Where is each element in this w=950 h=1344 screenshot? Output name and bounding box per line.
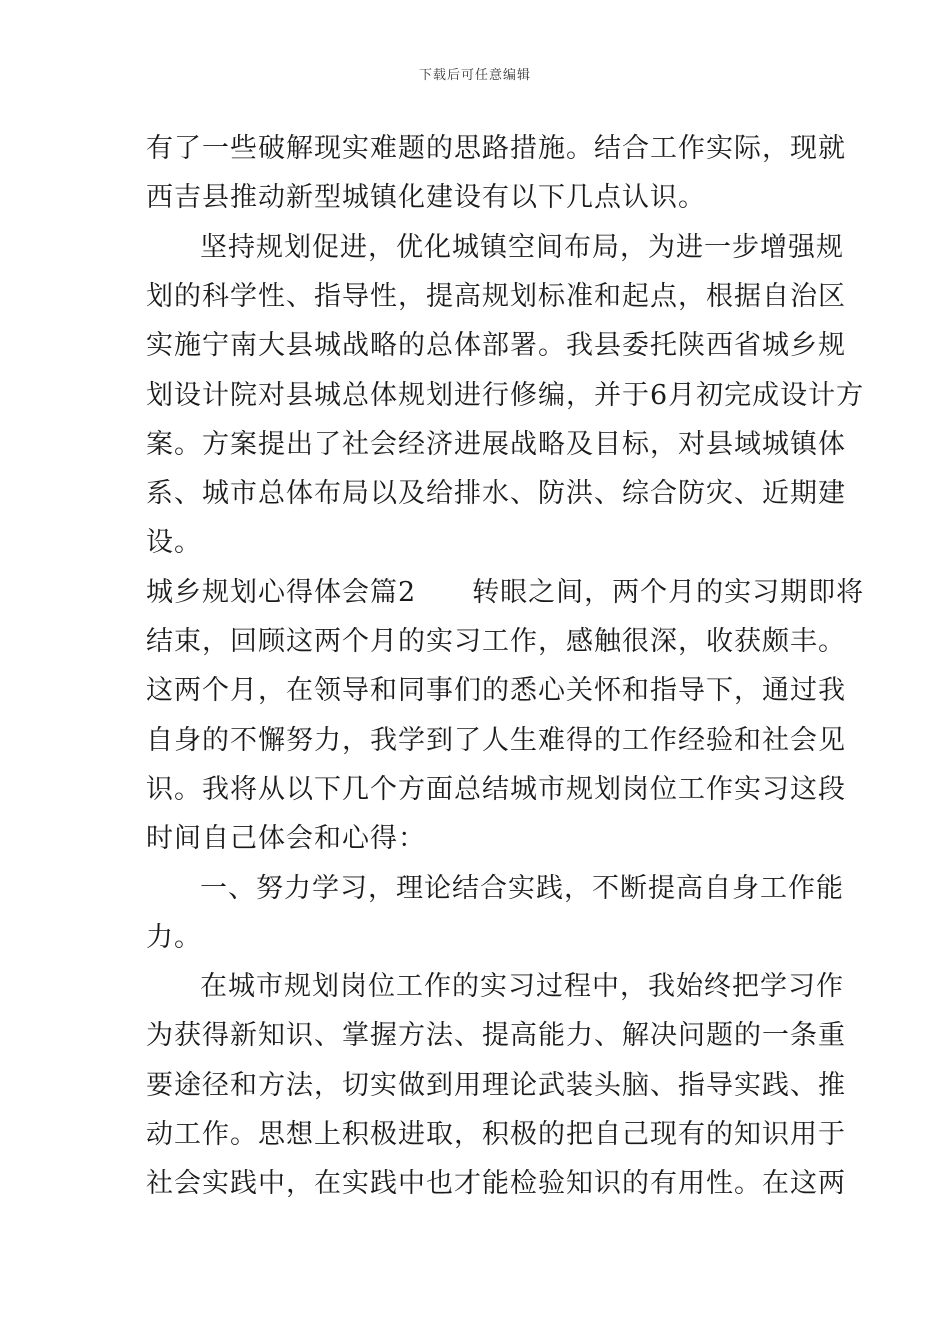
text-line: 西吉县推动新型城镇化建设有以下几点认识。: [146, 182, 706, 214]
text-line: 力。: [146, 921, 202, 953]
text-line: 时间自己体会和心得：: [146, 823, 426, 855]
text-line: 动工作。思想上积极进取，积极的把自己现有的知识用于: [146, 1119, 846, 1150]
text-line: 一、努力学习，理论结合实践，不断提高自身工作能: [200, 872, 844, 904]
text-line: 在城市规划岗位工作的实习过程中，我始终把学习作: [200, 971, 844, 1003]
text-line: 这两个月，在领导和同事们的悉心关怀和指导下，通过我: [146, 675, 846, 707]
text-line: 坚持规划促进，优化城镇空间布局，为进一步增强规: [200, 231, 844, 263]
text-line: 设。: [146, 527, 202, 559]
text-line: 案。方案提出了社会经济进展战略及目标，对县域城镇体: [146, 428, 846, 460]
text-line: 系、城市总体布局以及给排水、防洪、综合防灾、近期建: [146, 478, 846, 510]
text-line: 要途径和方法，切实做到用理论武装头脑、指导实践、推: [146, 1069, 846, 1101]
text-line: 有了一些破解现实难题的思路措施。结合工作实际，现就: [146, 133, 846, 164]
text-line: 结束，回顾这两个月的实习工作，感触很深，收获颇丰。: [146, 626, 846, 657]
text-line: 社会实践中，在实践中也才能检验知识的有用性。在这两: [146, 1168, 846, 1200]
text-line: 实施宁南大县城战略的总体部署。我县委托陕西省城乡规: [146, 330, 846, 362]
text-line: 识。我将从以下几个方面总结城市规划岗位工作实习这段: [146, 773, 846, 805]
text-line: 划设计院对县城总体规划进行修编，并于6月初完成设计方: [146, 379, 865, 411]
text-line: 划的科学性、指导性，提高规划标准和起点，根据自治区: [146, 280, 846, 312]
text-line: 城乡规划心得体会篇2 转眼之间，两个月的实习期即将: [146, 576, 865, 608]
text-line: 为获得新知识、掌握方法、提高能力、解决问题的一条重: [146, 1020, 846, 1052]
page-header: 下载后可任意编辑: [418, 68, 531, 83]
text-line: 自身的不懈努力，我学到了人生难得的工作经验和社会见: [146, 724, 846, 756]
